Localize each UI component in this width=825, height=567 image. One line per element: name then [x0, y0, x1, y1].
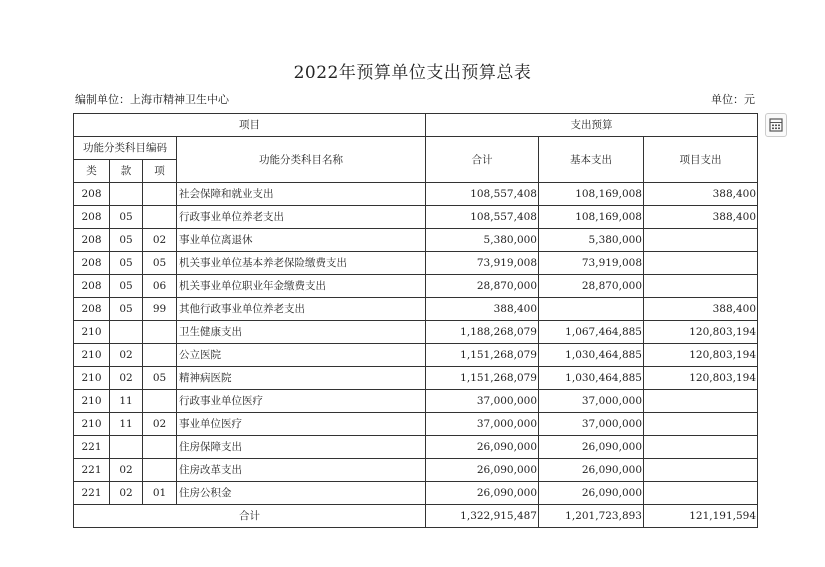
cell-project [644, 390, 758, 413]
cell-xiang [143, 459, 177, 482]
cell-basic: 1,030,464,885 [539, 367, 644, 390]
cell-project: 388,400 [644, 298, 758, 321]
calculator-icon[interactable] [765, 113, 787, 137]
table-row [74, 344, 758, 367]
cell-xiang: 02 [143, 229, 177, 252]
table-row [74, 275, 758, 298]
cell-kuan: 05 [110, 229, 143, 252]
cell-name: 行政事业单位养老支出 [177, 206, 426, 229]
cell-basic: 5,380,000 [539, 229, 644, 252]
cell-xiang [143, 390, 177, 413]
cell-lei: 210 [74, 390, 110, 413]
cell-total: 1,188,268,079 [426, 321, 539, 344]
cell-project: 120,803,194 [644, 367, 758, 390]
cell-lei: 210 [74, 344, 110, 367]
cell-basic: 26,090,000 [539, 482, 644, 505]
cell-basic: 1,030,464,885 [539, 344, 644, 367]
cell-basic [539, 298, 644, 321]
header-total: 合计 [426, 137, 539, 183]
cell-total: 26,090,000 [426, 482, 539, 505]
cell-project: 120,803,194 [644, 321, 758, 344]
cell-basic: 1,067,464,885 [539, 321, 644, 344]
table-row [74, 367, 758, 390]
cell-total: 26,090,000 [426, 436, 539, 459]
cell-total: 1,151,268,079 [426, 367, 539, 390]
cell-basic: 73,919,008 [539, 252, 644, 275]
cell-xiang [143, 344, 177, 367]
header-name: 功能分类科目名称 [177, 137, 426, 183]
cell-kuan: 11 [110, 390, 143, 413]
header-kuan: 款 [110, 160, 143, 183]
cell-lei: 210 [74, 413, 110, 436]
table-row [74, 436, 758, 459]
cell-project: 120,803,194 [644, 344, 758, 367]
cell-basic: 26,090,000 [539, 436, 644, 459]
cell-kuan: 02 [110, 344, 143, 367]
cell-total: 1,151,268,079 [426, 344, 539, 367]
cell-xiang: 99 [143, 298, 177, 321]
cell-name: 卫生健康支出 [177, 321, 426, 344]
header-project: 项目 [74, 114, 426, 137]
table-row [74, 321, 758, 344]
cell-total: 5,380,000 [426, 229, 539, 252]
total-row [74, 505, 758, 528]
cell-total: 37,000,000 [426, 390, 539, 413]
table-row [74, 413, 758, 436]
cell-total: 73,919,008 [426, 252, 539, 275]
header-xiang: 项 [143, 160, 177, 183]
cell-lei: 208 [74, 298, 110, 321]
cell-lei: 221 [74, 436, 110, 459]
cell-lei: 208 [74, 252, 110, 275]
cell-total: 28,870,000 [426, 275, 539, 298]
table-row [74, 206, 758, 229]
cell-name: 行政事业单位医疗 [177, 390, 426, 413]
cell-kuan: 11 [110, 413, 143, 436]
cell-xiang [143, 321, 177, 344]
cell-project [644, 229, 758, 252]
cell-project: 388,400 [644, 183, 758, 206]
header-lei: 类 [74, 160, 110, 183]
cell-basic: 37,000,000 [539, 413, 644, 436]
cell-name: 住房公积金 [177, 482, 426, 505]
cell-name: 住房改革支出 [177, 459, 426, 482]
table-row [74, 252, 758, 275]
cell-project [644, 436, 758, 459]
cell-project [644, 413, 758, 436]
cell-project [644, 459, 758, 482]
cell-xiang: 06 [143, 275, 177, 298]
cell-xiang: 01 [143, 482, 177, 505]
cell-kuan [110, 436, 143, 459]
table-row [74, 183, 758, 206]
cell-basic: 28,870,000 [539, 275, 644, 298]
cell-basic: 37,000,000 [539, 390, 644, 413]
header-code-group: 功能分类科目编码 [74, 137, 177, 160]
cell-project [644, 482, 758, 505]
cell-total: 26,090,000 [426, 459, 539, 482]
cell-kuan: 05 [110, 206, 143, 229]
header-basic: 基本支出 [539, 137, 644, 183]
calculator-glyph [769, 118, 783, 132]
cell-basic: 108,169,008 [539, 183, 644, 206]
total-project: 121,191,594 [644, 505, 758, 528]
table-row [74, 298, 758, 321]
cell-total: 37,000,000 [426, 413, 539, 436]
cell-total: 108,557,408 [426, 183, 539, 206]
total-basic: 1,201,723,893 [539, 505, 644, 528]
budget-table [73, 113, 758, 528]
cell-lei: 208 [74, 229, 110, 252]
cell-xiang: 05 [143, 367, 177, 390]
cell-lei: 221 [74, 459, 110, 482]
cell-kuan: 02 [110, 482, 143, 505]
cell-kuan: 05 [110, 275, 143, 298]
cell-name: 机关事业单位职业年金缴费支出 [177, 275, 426, 298]
cell-kuan: 05 [110, 298, 143, 321]
cell-project: 388,400 [644, 206, 758, 229]
header-project-expense: 项目支出 [644, 137, 758, 183]
table-row [74, 459, 758, 482]
cell-name: 事业单位医疗 [177, 413, 426, 436]
cell-kuan: 02 [110, 367, 143, 390]
cell-total: 388,400 [426, 298, 539, 321]
cell-kuan [110, 321, 143, 344]
cell-lei: 221 [74, 482, 110, 505]
cell-lei: 210 [74, 321, 110, 344]
cell-xiang: 02 [143, 413, 177, 436]
unit-label: 单位：元 [711, 93, 755, 106]
cell-name: 社会保障和就业支出 [177, 183, 426, 206]
cell-total: 108,557,408 [426, 206, 539, 229]
total-sum: 1,322,915,487 [426, 505, 539, 528]
table-row [74, 229, 758, 252]
cell-basic: 26,090,000 [539, 459, 644, 482]
table-row [74, 482, 758, 505]
cell-xiang [143, 206, 177, 229]
cell-kuan [110, 183, 143, 206]
cell-name: 事业单位离退休 [177, 229, 426, 252]
cell-name: 公立医院 [177, 344, 426, 367]
cell-lei: 208 [74, 275, 110, 298]
cell-lei: 210 [74, 367, 110, 390]
cell-xiang: 05 [143, 252, 177, 275]
header-budget: 支出预算 [426, 114, 758, 137]
cell-kuan: 05 [110, 252, 143, 275]
cell-project [644, 252, 758, 275]
cell-xiang [143, 183, 177, 206]
cell-basic: 108,169,008 [539, 206, 644, 229]
cell-kuan: 02 [110, 459, 143, 482]
cell-lei: 208 [74, 206, 110, 229]
cell-name: 其他行政事业单位养老支出 [177, 298, 426, 321]
table-row [74, 390, 758, 413]
cell-xiang [143, 436, 177, 459]
cell-name: 机关事业单位基本养老保险缴费支出 [177, 252, 426, 275]
table-body [74, 183, 758, 505]
cell-name: 住房保障支出 [177, 436, 426, 459]
cell-lei: 208 [74, 183, 110, 206]
page-title: 2022年预算单位支出预算总表 [293, 63, 532, 83]
cell-project [644, 275, 758, 298]
org-label: 编制单位：上海市精神卫生中心 [75, 93, 229, 106]
total-label: 合计 [74, 505, 426, 528]
cell-name: 精神病医院 [177, 367, 426, 390]
